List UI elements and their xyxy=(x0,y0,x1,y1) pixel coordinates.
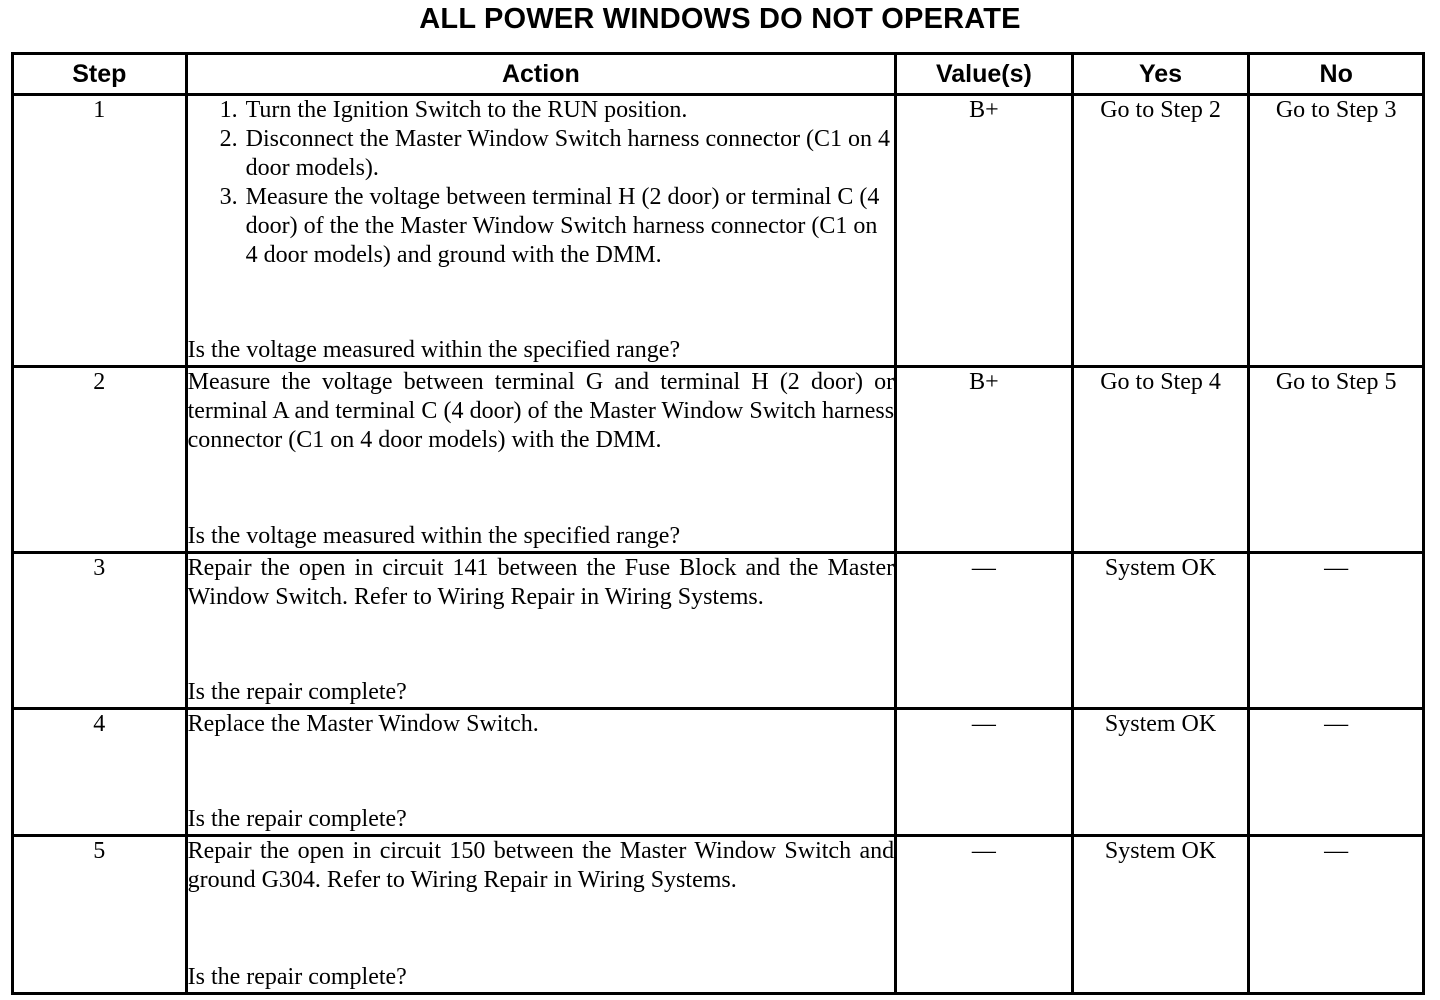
step-number: 3 xyxy=(13,553,187,709)
header-yes: Yes xyxy=(1072,54,1249,95)
value-cell: B+ xyxy=(896,95,1073,367)
list-item: 1. Turn the Ignition Switch to the RUN position. xyxy=(244,96,895,125)
question-text: Is the voltage measured within the specified range? xyxy=(187,337,681,363)
action-cell xyxy=(186,836,896,994)
step-number: 4 xyxy=(13,709,187,836)
step-number: 2 xyxy=(13,367,187,553)
yes-cell: System OK xyxy=(1072,709,1249,836)
list-item: 2. Disconnect the Master Window Switch harness connector (C1 on 4 door models). xyxy=(244,125,895,183)
header-no: No xyxy=(1249,54,1424,95)
question-text: Is the voltage measured within the specified range? xyxy=(187,523,681,549)
yes-cell: Go to Step 2 xyxy=(1072,95,1249,367)
action-text: Repair the open in circuit 150 between the Master Window Switch and ground G304. Refer to Wiring Repair in Wiring Systems. xyxy=(187,838,895,893)
yes-cell: System OK xyxy=(1072,553,1249,709)
value-cell: — xyxy=(896,553,1073,709)
header-step: Step xyxy=(13,54,187,95)
action-cell xyxy=(186,709,896,836)
action-text: Measure the voltage between terminal G and terminal H (2 door) or terminal A and terminal C (4 door) of the Master Window Switch harness connector (C1 on 4 door models) with the DMM. xyxy=(187,369,895,453)
step-number: 1 xyxy=(13,95,187,367)
table-row xyxy=(13,553,1424,709)
action-list xyxy=(188,96,895,270)
no-cell: Go to Step 3 xyxy=(1249,95,1424,367)
action-cell xyxy=(186,553,896,709)
table-row xyxy=(13,709,1424,836)
no-cell: — xyxy=(1249,836,1424,994)
no-cell: — xyxy=(1249,709,1424,836)
question-text: Is the repair complete? xyxy=(187,964,407,990)
action-text: Repair the open in circuit 141 between the Fuse Block and the Master Window Switch. Refer to Wiring Repair in Wiring Systems. xyxy=(187,555,895,610)
page-title: ALL POWER WINDOWS DO NOT OPERATE xyxy=(419,3,1021,35)
value-cell: — xyxy=(896,836,1073,994)
header-action: Action xyxy=(186,54,896,95)
table-row xyxy=(13,367,1424,553)
no-cell: Go to Step 5 xyxy=(1249,367,1424,553)
no-cell: — xyxy=(1249,553,1424,709)
table-row xyxy=(13,95,1424,367)
action-cell xyxy=(186,367,896,553)
value-cell: B+ xyxy=(896,367,1073,553)
list-item: 3. Measure the voltage between terminal H (2 door) or terminal C (4 door) of the the Master Window Switch harness connector (C1 on 4 door models) and ground with the DMM. xyxy=(244,183,895,270)
action-cell xyxy=(186,95,896,367)
diagnostic-table xyxy=(11,52,1425,995)
step-number: 5 xyxy=(13,836,187,994)
header-values: Value(s) xyxy=(896,54,1073,95)
question-text: Is the repair complete? xyxy=(187,679,407,705)
action-text: Replace the Master Window Switch. xyxy=(187,711,539,737)
value-cell: — xyxy=(896,709,1073,836)
header-row xyxy=(13,54,1424,95)
table-row xyxy=(13,836,1424,994)
yes-cell: Go to Step 4 xyxy=(1072,367,1249,553)
question-text: Is the repair complete? xyxy=(187,806,407,832)
yes-cell: System OK xyxy=(1072,836,1249,994)
